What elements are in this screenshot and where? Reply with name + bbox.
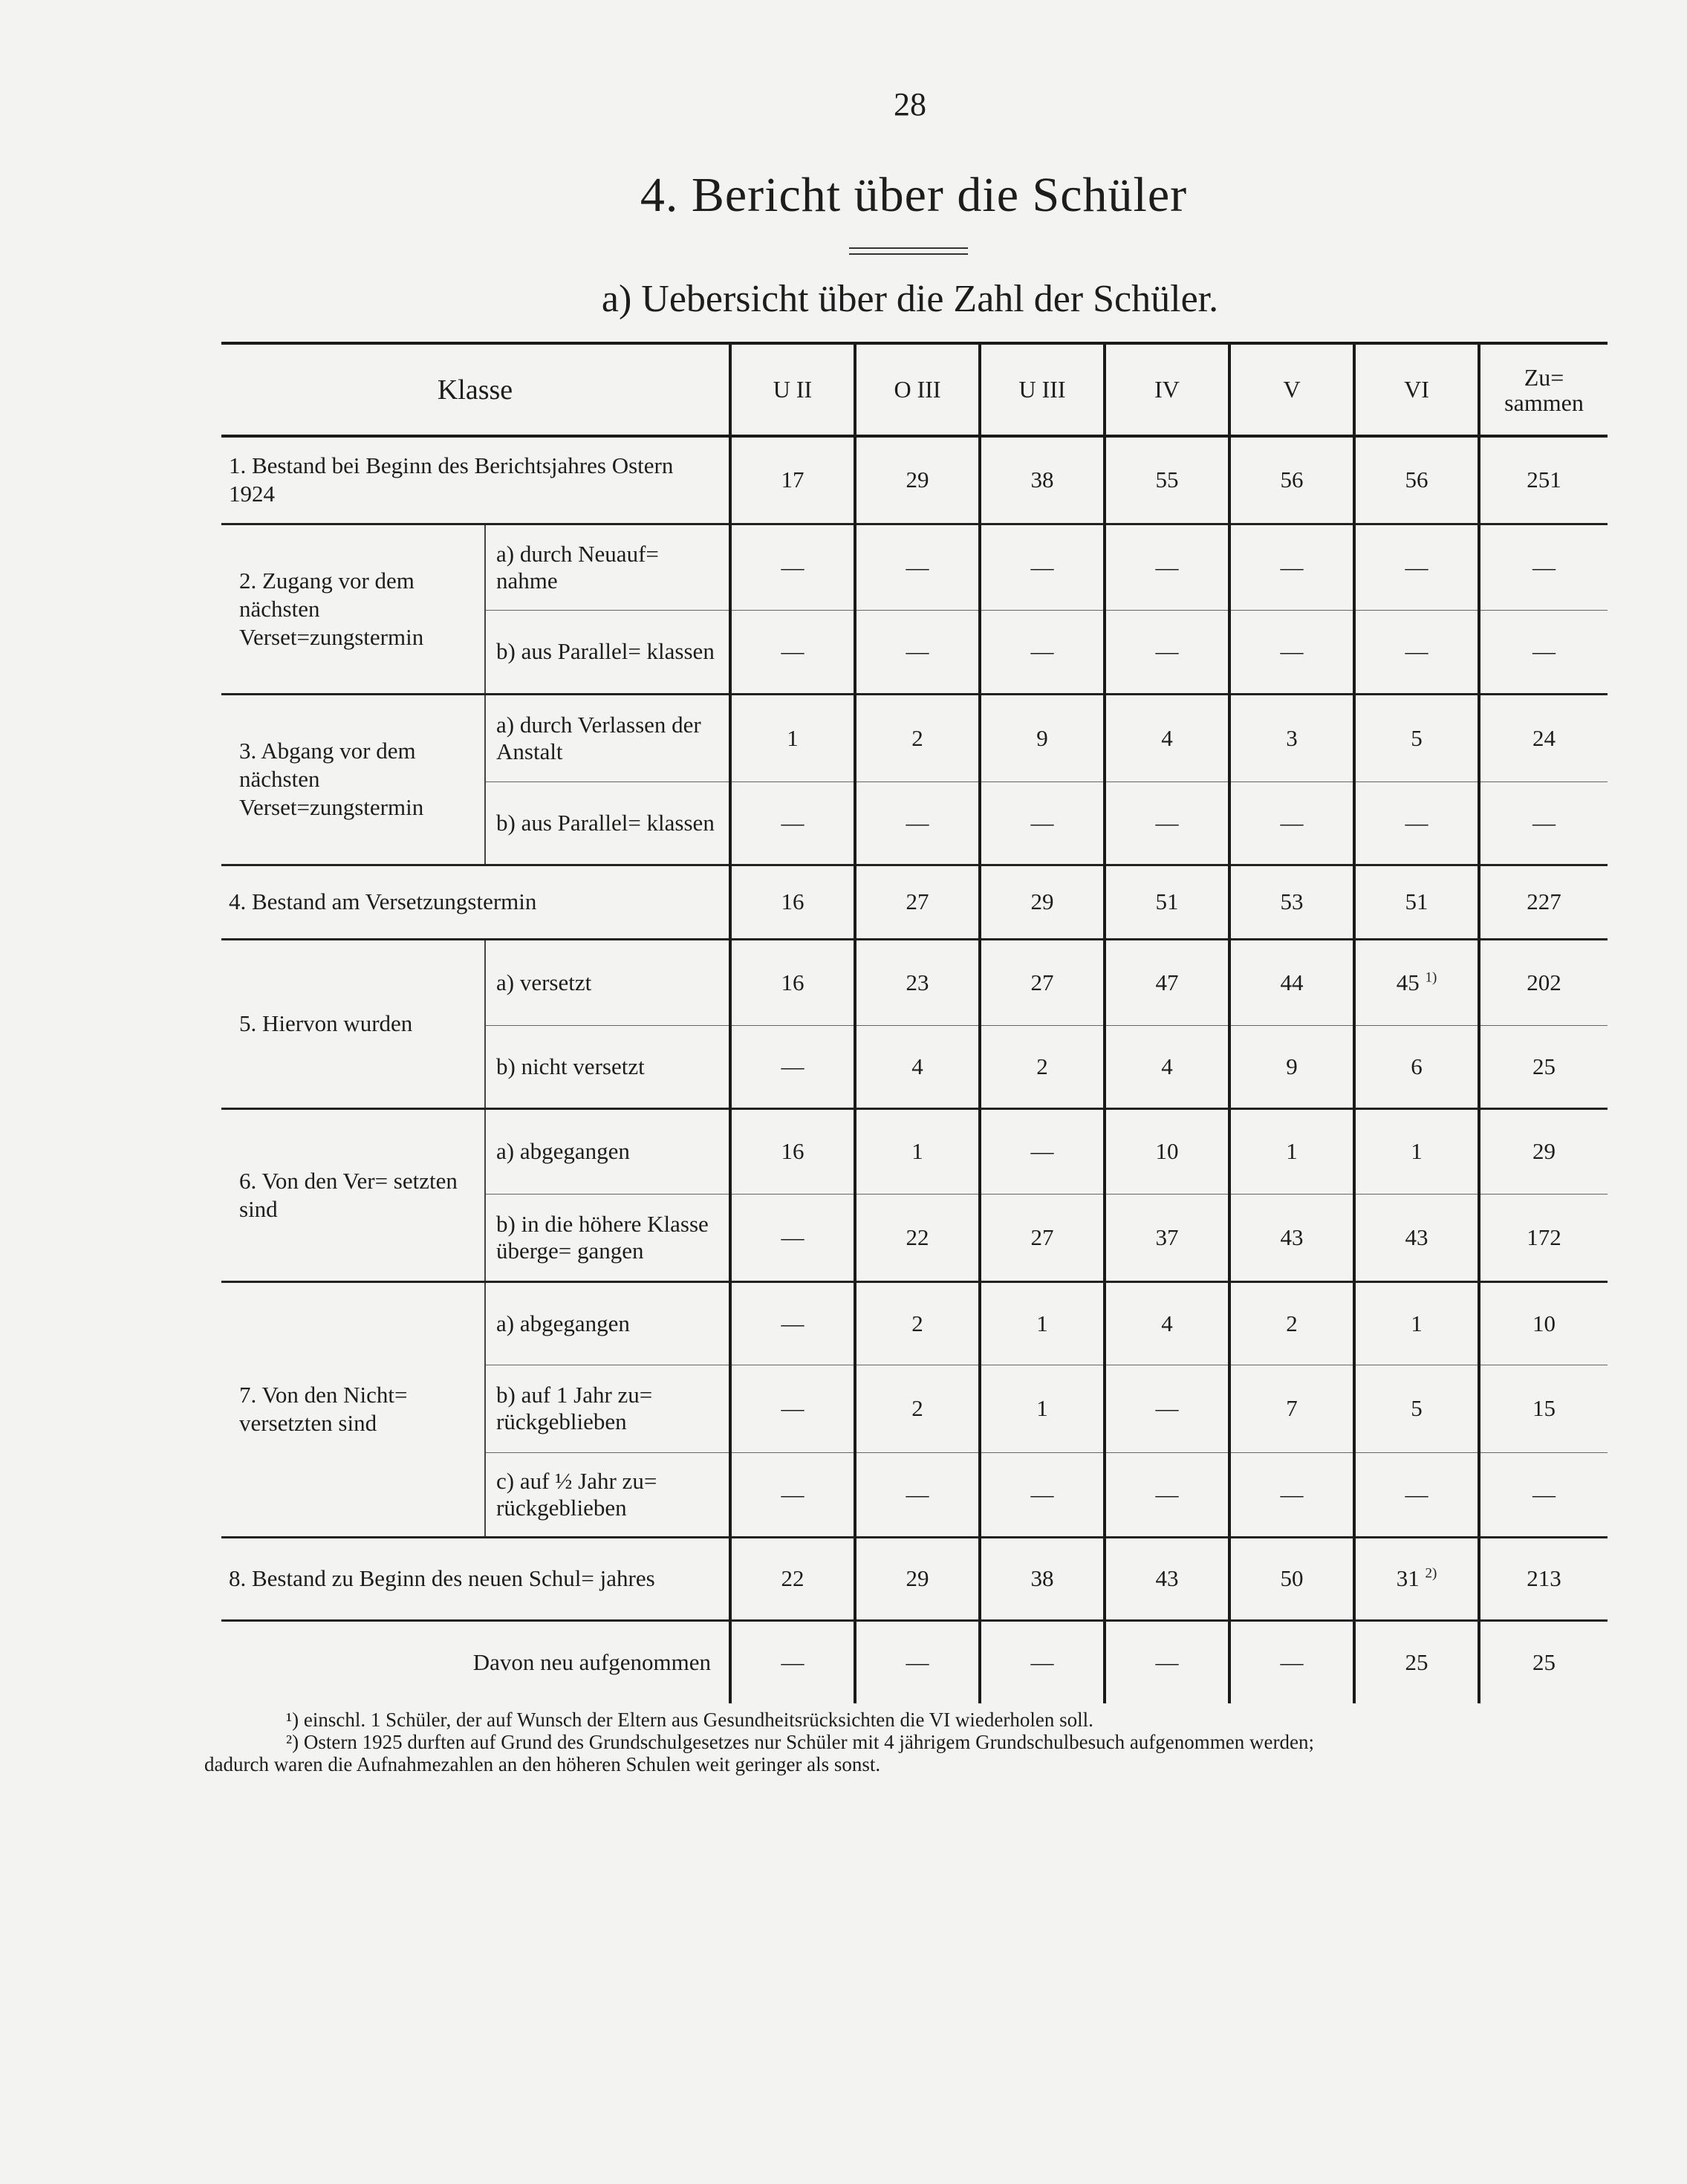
cell: — bbox=[730, 1620, 855, 1703]
cell: — bbox=[1229, 1620, 1354, 1703]
cell: — bbox=[1229, 1452, 1354, 1537]
cell: — bbox=[855, 524, 980, 610]
cell: — bbox=[980, 1108, 1105, 1194]
subrow-label: b) aus Parallel= klassen bbox=[485, 610, 730, 694]
header-col-iv: IV bbox=[1105, 343, 1229, 436]
cell: — bbox=[1105, 1365, 1229, 1452]
subrow-label: a) durch Verlassen der Anstalt bbox=[485, 694, 730, 781]
cell: 51 bbox=[1105, 865, 1229, 939]
cell: — bbox=[1229, 610, 1354, 694]
subrow-label: a) durch Neuauf= nahme bbox=[485, 524, 730, 610]
subrow-label: a) versetzt bbox=[485, 939, 730, 1025]
row-label: 7. Von den Nicht= versetzten sind bbox=[221, 1281, 485, 1537]
cell: 38 bbox=[980, 1537, 1105, 1620]
subrow-label: b) in die höhere Klasse überge= gangen bbox=[485, 1194, 730, 1281]
cell: — bbox=[855, 1452, 980, 1537]
table-row bbox=[221, 694, 1608, 781]
row-label: 4. Bestand am Versetzungstermin bbox=[221, 865, 730, 939]
cell: 23 bbox=[855, 939, 980, 1025]
table-row bbox=[221, 1620, 1608, 1703]
subrow-label: b) auf 1 Jahr zu= rückgeblieben bbox=[485, 1365, 730, 1452]
cell: 43 bbox=[1354, 1194, 1479, 1281]
cell: 1 bbox=[1229, 1108, 1354, 1194]
cell: 4 bbox=[1105, 694, 1229, 781]
section-subtitle: a) Uebersicht über die Zahl der Schüler. bbox=[601, 278, 1219, 320]
cell: — bbox=[855, 1620, 980, 1703]
cell: 24 bbox=[1479, 694, 1608, 781]
header-col-uiii: U III bbox=[980, 343, 1105, 436]
cell: 1 bbox=[1354, 1281, 1479, 1365]
cell: 2 bbox=[855, 1281, 980, 1365]
cell: 29 bbox=[980, 865, 1105, 939]
cell: — bbox=[980, 524, 1105, 610]
cell: 4 bbox=[855, 1025, 980, 1108]
row-label: 8. Bestand zu Beginn des neuen Schul= jahres bbox=[221, 1537, 730, 1620]
footnote-2-continued: dadurch waren die Aufnahmezahlen an den höheren Schulen weit geringer als sonst. bbox=[204, 1753, 881, 1775]
cell: 17 bbox=[730, 436, 855, 524]
title-divider bbox=[849, 247, 968, 255]
student-count-table bbox=[221, 342, 1608, 1703]
cell: 16 bbox=[730, 939, 855, 1025]
cell: 1 bbox=[980, 1281, 1105, 1365]
cell: 53 bbox=[1229, 865, 1354, 939]
cell: — bbox=[1479, 610, 1608, 694]
cell: — bbox=[730, 1452, 855, 1537]
cell: 10 bbox=[1105, 1108, 1229, 1194]
cell: 47 bbox=[1105, 939, 1229, 1025]
cell: 37 bbox=[1105, 1194, 1229, 1281]
cell: — bbox=[1354, 1452, 1479, 1537]
cell: 29 bbox=[855, 436, 980, 524]
cell: — bbox=[980, 610, 1105, 694]
subrow-label: b) aus Parallel= klassen bbox=[485, 781, 730, 865]
cell: 15 bbox=[1479, 1365, 1608, 1452]
cell: — bbox=[1105, 610, 1229, 694]
cell-value: 31 bbox=[1396, 1565, 1420, 1591]
cell: — bbox=[1354, 524, 1479, 610]
cell: 2 bbox=[980, 1025, 1105, 1108]
cell: 9 bbox=[980, 694, 1105, 781]
cell: 56 bbox=[1354, 436, 1479, 524]
cell: — bbox=[1105, 524, 1229, 610]
cell: — bbox=[1105, 1620, 1229, 1703]
footnote-1: ¹) einschl. 1 Schüler, der auf Wunsch der Eltern aus Gesundheitsrücksichten die VI wiederholen soll. bbox=[286, 1709, 1093, 1731]
cell: 29 bbox=[1479, 1108, 1608, 1194]
subrow-label: c) auf ½ Jahr zu= rückgeblieben bbox=[485, 1452, 730, 1537]
cell: — bbox=[980, 781, 1105, 865]
cell: 4 bbox=[1105, 1281, 1229, 1365]
cell: 9 bbox=[1229, 1025, 1354, 1108]
cell: 16 bbox=[730, 1108, 855, 1194]
header-col-zusammen: Zu= sammen bbox=[1479, 343, 1608, 436]
cell: — bbox=[855, 781, 980, 865]
cell: — bbox=[1354, 610, 1479, 694]
header-col-v: V bbox=[1229, 343, 1354, 436]
row-label: Davon neu aufgenommen bbox=[221, 1620, 730, 1703]
cell: — bbox=[855, 610, 980, 694]
cell: 4 bbox=[1105, 1025, 1229, 1108]
cell: — bbox=[730, 1025, 855, 1108]
row-label: 2. Zugang vor dem nächsten Verset=zungstermin bbox=[221, 524, 485, 694]
cell-value: 45 bbox=[1396, 969, 1420, 995]
cell: 25 bbox=[1479, 1025, 1608, 1108]
cell: 25 bbox=[1479, 1620, 1608, 1703]
table-header-row bbox=[221, 343, 1608, 436]
cell: 16 bbox=[730, 865, 855, 939]
cell: 251 bbox=[1479, 436, 1608, 524]
cell: — bbox=[1479, 781, 1608, 865]
cell: 25 bbox=[1354, 1620, 1479, 1703]
cell: 3 bbox=[1229, 694, 1354, 781]
cell: — bbox=[1479, 524, 1608, 610]
footnote-mark: 1) bbox=[1425, 969, 1437, 986]
cell: — bbox=[730, 610, 855, 694]
cell: 10 bbox=[1479, 1281, 1608, 1365]
subrow-label: a) abgegangen bbox=[485, 1281, 730, 1365]
cell: — bbox=[730, 1365, 855, 1452]
subrow-label: a) abgegangen bbox=[485, 1108, 730, 1194]
cell: 1 bbox=[1354, 1108, 1479, 1194]
cell: 1 bbox=[730, 694, 855, 781]
table-row bbox=[221, 1108, 1608, 1194]
cell bbox=[1354, 939, 1479, 1025]
footnote-mark: 2) bbox=[1425, 1565, 1437, 1582]
cell: 2 bbox=[855, 1365, 980, 1452]
cell: 213 bbox=[1479, 1537, 1608, 1620]
cell: — bbox=[730, 1281, 855, 1365]
cell: 38 bbox=[980, 436, 1105, 524]
header-col-vi: VI bbox=[1354, 343, 1479, 436]
cell: 202 bbox=[1479, 939, 1608, 1025]
cell: — bbox=[1105, 781, 1229, 865]
cell: 7 bbox=[1229, 1365, 1354, 1452]
cell: — bbox=[730, 1194, 855, 1281]
cell: 172 bbox=[1479, 1194, 1608, 1281]
cell: — bbox=[730, 524, 855, 610]
cell: — bbox=[980, 1452, 1105, 1537]
cell: 227 bbox=[1479, 865, 1608, 939]
cell: 22 bbox=[730, 1537, 855, 1620]
row-label: 3. Abgang vor dem nächsten Verset=zungstermin bbox=[221, 694, 485, 865]
cell: 55 bbox=[1105, 436, 1229, 524]
page-number: 28 bbox=[894, 86, 926, 123]
cell: 27 bbox=[980, 939, 1105, 1025]
cell: 29 bbox=[855, 1537, 980, 1620]
cell: 2 bbox=[1229, 1281, 1354, 1365]
cell: 1 bbox=[855, 1108, 980, 1194]
footnotes bbox=[204, 1709, 1616, 1775]
cell: — bbox=[1105, 1452, 1229, 1537]
cell: — bbox=[980, 1620, 1105, 1703]
cell: 5 bbox=[1354, 694, 1479, 781]
cell: 51 bbox=[1354, 865, 1479, 939]
row-label: 1. Bestand bei Beginn des Berichtsjahres Ostern 1924 bbox=[229, 452, 674, 507]
cell: 6 bbox=[1354, 1025, 1479, 1108]
cell: — bbox=[1229, 781, 1354, 865]
cell: — bbox=[1479, 1452, 1608, 1537]
table-row bbox=[221, 524, 1608, 610]
subrow-label: b) nicht versetzt bbox=[485, 1025, 730, 1108]
cell: — bbox=[730, 781, 855, 865]
table-row bbox=[221, 1281, 1608, 1365]
cell: 1 bbox=[980, 1365, 1105, 1452]
cell: 27 bbox=[980, 1194, 1105, 1281]
table-row bbox=[221, 436, 1608, 524]
table-row bbox=[221, 865, 1608, 939]
header-klasse: Klasse bbox=[221, 343, 730, 436]
cell: 50 bbox=[1229, 1537, 1354, 1620]
cell: 22 bbox=[855, 1194, 980, 1281]
cell: 56 bbox=[1229, 436, 1354, 524]
cell: 2 bbox=[855, 694, 980, 781]
cell: 43 bbox=[1229, 1194, 1354, 1281]
cell: 27 bbox=[855, 865, 980, 939]
cell: 43 bbox=[1105, 1537, 1229, 1620]
cell: — bbox=[1229, 524, 1354, 610]
header-col-oiii: O III bbox=[855, 343, 980, 436]
footnote-2: ²) Ostern 1925 durften auf Grund des Grundschulgesetzes nur Schüler mit 4 jährigem Grundschulbesuch aufgenommen werden; bbox=[286, 1731, 1314, 1753]
cell bbox=[1354, 1537, 1479, 1620]
row-label: 5. Hiervon wurden bbox=[221, 939, 485, 1108]
table-row bbox=[221, 939, 1608, 1025]
page-title: 4. Bericht über die Schüler bbox=[640, 168, 1188, 222]
cell: 5 bbox=[1354, 1365, 1479, 1452]
header-col-uii: U II bbox=[730, 343, 855, 436]
table-row bbox=[221, 1537, 1608, 1620]
cell: — bbox=[1354, 781, 1479, 865]
cell: 44 bbox=[1229, 939, 1354, 1025]
row-label: 6. Von den Ver= setzten sind bbox=[221, 1108, 485, 1281]
